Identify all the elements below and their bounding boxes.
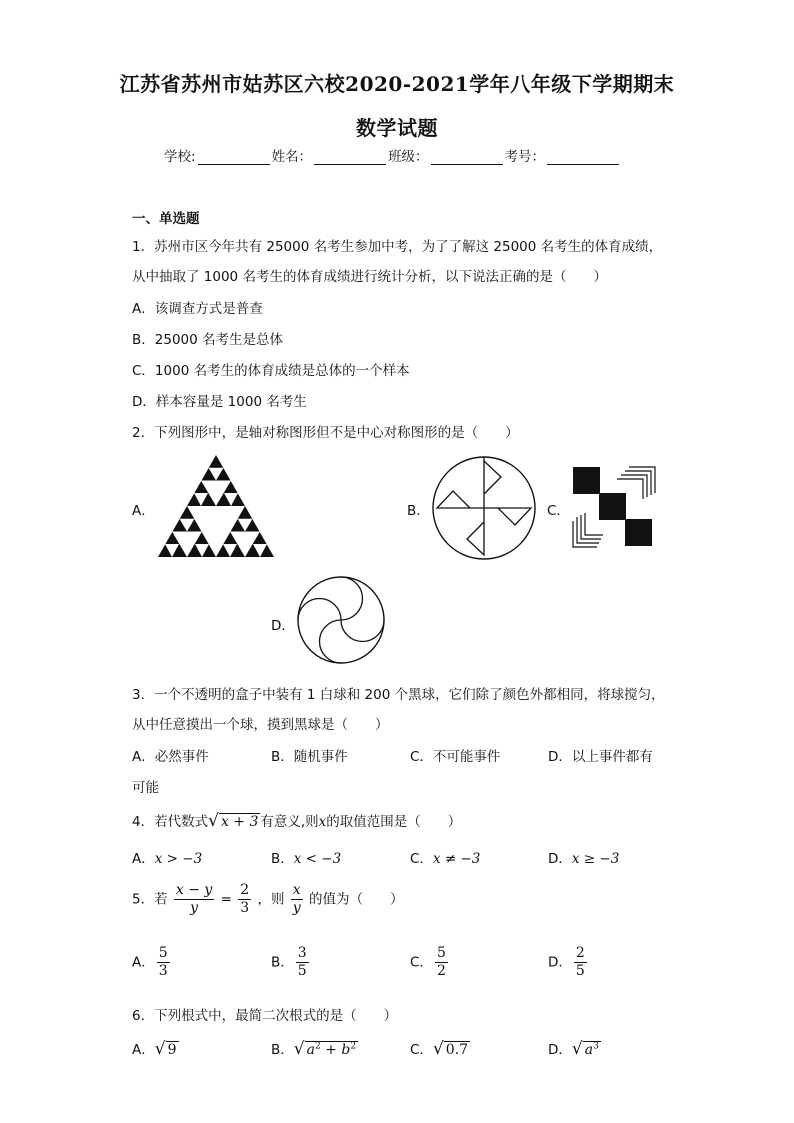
page-subtitle: 数学试题 bbox=[356, 116, 438, 140]
school-field[interactable] bbox=[198, 150, 270, 165]
q3-option-b: B．随机事件 bbox=[271, 749, 348, 765]
q5-middle: ，则 bbox=[257, 891, 285, 908]
q4-variable: x bbox=[318, 814, 327, 830]
squares-staircase-figure bbox=[569, 465, 657, 549]
q2-label-d: D． bbox=[271, 618, 295, 634]
q1-option-a: A．该调查方式是普查 bbox=[132, 301, 263, 317]
page-title: 江苏省苏州市姑苏区六校2020-2021学年八年级下学期期末 bbox=[119, 72, 675, 96]
q5-fraction-3: $\frac{x}{y}$ bbox=[292, 882, 301, 916]
q6-option-b: B．√ $a^2 + b^2$ bbox=[271, 1039, 357, 1059]
q4-stem bbox=[132, 810, 461, 831]
class-field[interactable] bbox=[431, 150, 503, 165]
q5-fraction-2: $\frac{2}{3}$ bbox=[240, 882, 250, 916]
q5-equals: = bbox=[220, 891, 232, 908]
number-field[interactable] bbox=[547, 150, 619, 165]
q6-stem: 6．下列根式中，最简二次根式的是（ ） bbox=[132, 1008, 398, 1024]
q6-option-d: D．√ $a^3$ bbox=[548, 1039, 599, 1059]
number-label: 考号： bbox=[504, 149, 546, 165]
q4-sqrt-expression: √ x + 3 bbox=[208, 811, 259, 831]
q5-option-b: B． $\frac{3}{5}$ bbox=[271, 945, 307, 979]
q3-option-d: D．以上事件都有 bbox=[548, 749, 653, 765]
curved-circle-figure bbox=[296, 575, 386, 665]
q4-option-b: B．x < −3 bbox=[271, 851, 342, 867]
q2-label-c: C． bbox=[547, 503, 570, 519]
q5-option-a: A． $\frac{5}{3}$ bbox=[132, 945, 168, 979]
q2-label-a: A． bbox=[132, 503, 155, 519]
name-label: 姓名： bbox=[271, 149, 313, 165]
q5-option-d: D． $\frac{2}{5}$ bbox=[548, 945, 585, 979]
q4-option-c: C．x ≠ −3 bbox=[410, 851, 481, 867]
q5-prefix: 5．若 bbox=[132, 891, 168, 908]
q3-option-c: C．不可能事件 bbox=[410, 749, 501, 765]
q6-option-a: A．√ 9 bbox=[132, 1039, 177, 1059]
q1-option-b: B．25000 名考生是总体 bbox=[132, 332, 283, 348]
q4-option-d: D．x ≥ −3 bbox=[548, 851, 620, 867]
q6-option-c: C．√ 0.7 bbox=[410, 1039, 469, 1059]
q1-stem-line2: 从中抽取了 1000 名考生的体育成绩进行统计分析，以下说法正确的是（ ） bbox=[132, 269, 607, 285]
q4-option-a: A．x > −3 bbox=[132, 851, 203, 867]
q3-option-d-continued: 可能 bbox=[132, 780, 159, 796]
q5-option-c: C． $\frac{5}{2}$ bbox=[410, 945, 446, 979]
q3-stem-line1: 3．一个不透明的盒子中装有 1 白球和 200 个黑球，它们除了颜色外都相同，将球搅匀， bbox=[132, 687, 665, 703]
student-info-row bbox=[164, 145, 621, 165]
q1-option-c: C．1000 名考生的体育成绩是总体的一个样本 bbox=[132, 363, 410, 379]
school-label: 学校: bbox=[164, 149, 196, 165]
q3-option-a: A．必然事件 bbox=[132, 749, 209, 765]
q5-fraction-1: $\frac{x - y}{y}$ bbox=[175, 882, 213, 916]
section-title: 一、单选题 bbox=[132, 211, 200, 227]
class-label: 班级： bbox=[388, 149, 429, 165]
q4-middle: 有意义,则 bbox=[260, 814, 319, 830]
q3-stem-line2: 从中任意摸出一个球，摸到黑球是（ ） bbox=[132, 717, 389, 733]
q1-stem-line1: 1．苏州市区今年共有 25000 名考生参加中考，为了了解这 25000 名考生的体育成绩， bbox=[132, 239, 663, 255]
pinwheel-circle-figure bbox=[431, 455, 537, 561]
q5-suffix: 的值为（ ） bbox=[308, 891, 404, 908]
q2-label-b: B． bbox=[407, 503, 430, 519]
q1-option-d: D．样本容量是 1000 名考生 bbox=[132, 394, 307, 410]
q2-stem: 2．下列图形中，是轴对称图形但不是中心对称图形的是（ ） bbox=[132, 425, 519, 441]
q4-suffix: 的取值范围是（ ） bbox=[326, 814, 462, 830]
name-field[interactable] bbox=[314, 150, 386, 165]
q5-stem bbox=[132, 882, 403, 917]
q4-prefix: 4．若代数式 bbox=[132, 814, 209, 830]
sierpinski-triangle-figure bbox=[156, 455, 276, 559]
